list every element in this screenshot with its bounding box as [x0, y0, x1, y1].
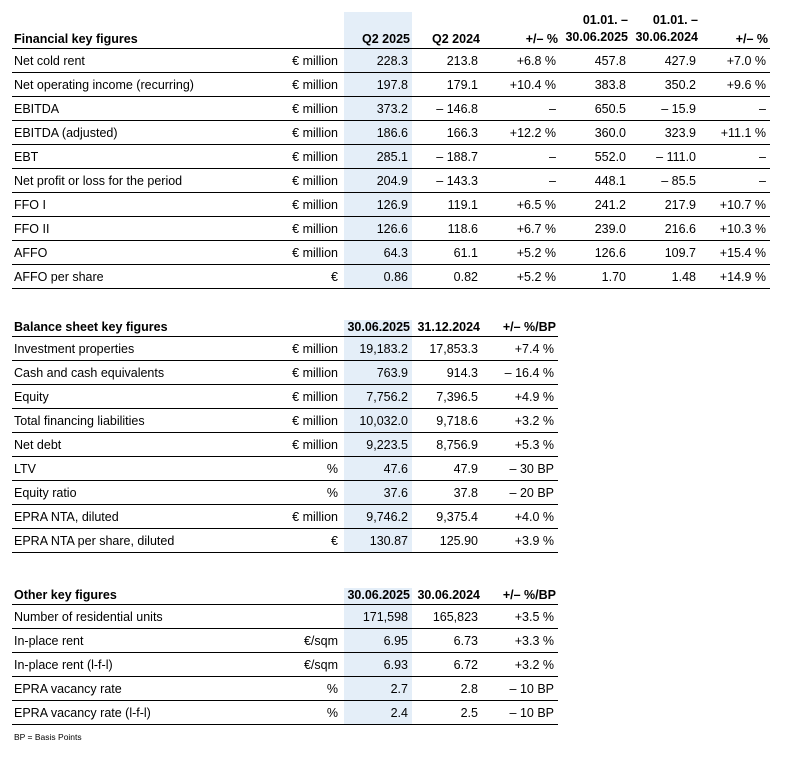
value-cell: 239.0 — [594, 221, 626, 236]
table-row — [12, 337, 558, 361]
value-cell: 166.3 — [446, 125, 478, 140]
value-cell: 197.8 — [344, 73, 412, 97]
value-cell: 204.9 — [344, 169, 412, 193]
row-unit: € million — [292, 413, 338, 428]
value-cell: +12.2 % — [509, 125, 556, 140]
value-cell: 216.6 — [664, 221, 696, 236]
value-cell: 6.95 — [344, 629, 412, 653]
row-label: EPRA NTA, diluted — [14, 509, 119, 524]
table-row — [12, 629, 558, 653]
value-cell: 8,756.9 — [436, 437, 478, 452]
value-cell: 109.7 — [664, 245, 696, 260]
value-cell: – 146.8 — [436, 101, 478, 116]
value-cell: +6.5 % — [516, 197, 556, 212]
value-cell: – 143.3 — [436, 173, 478, 188]
row-unit: € million — [292, 245, 338, 260]
row-unit: € million — [292, 221, 338, 236]
column-header: +/– %/BP — [502, 588, 556, 602]
value-cell: +3.2 % — [514, 657, 554, 672]
value-cell: 10,032.0 — [344, 409, 412, 433]
table-row — [12, 97, 770, 121]
value-cell: – 85.5 — [661, 173, 696, 188]
row-label: In-place rent — [14, 633, 84, 648]
value-cell: 217.9 — [664, 197, 696, 212]
value-cell: – — [549, 173, 556, 188]
column-header: Q2 2024 — [432, 32, 480, 46]
value-cell: – — [759, 149, 766, 164]
row-label: EBITDA (adjusted) — [14, 125, 118, 140]
value-cell: 0.82 — [453, 269, 478, 284]
value-cell: +5.2 % — [516, 269, 556, 284]
value-cell: 47.9 — [453, 461, 478, 476]
row-unit: % — [326, 705, 338, 720]
row-unit: % — [326, 681, 338, 696]
value-cell: 914.3 — [446, 365, 478, 380]
table-row — [12, 481, 558, 505]
row-unit: € — [331, 269, 338, 284]
value-cell: 0.86 — [344, 265, 412, 289]
row-unit: € million — [292, 125, 338, 140]
value-cell: 2.4 — [344, 701, 412, 725]
row-label: Number of residential units — [14, 609, 163, 624]
value-cell: 118.6 — [447, 221, 478, 236]
value-cell: 19,183.2 — [344, 337, 412, 361]
value-cell: +7.0 % — [726, 53, 766, 68]
table-row — [12, 457, 558, 481]
value-cell: 9,718.6 — [436, 413, 478, 428]
value-cell: 125.90 — [439, 533, 478, 548]
value-cell: +4.9 % — [514, 389, 554, 404]
value-cell: 552.0 — [594, 149, 626, 164]
table-row — [12, 265, 770, 289]
value-cell: 373.2 — [344, 97, 412, 121]
column-header: +/– %/BP — [502, 320, 556, 334]
table-row — [12, 361, 558, 385]
value-cell: 37.8 — [453, 485, 478, 500]
value-cell: 241.2 — [594, 197, 626, 212]
value-cell: +4.0 % — [514, 509, 554, 524]
value-cell: 763.9 — [344, 361, 412, 385]
row-unit: € million — [292, 389, 338, 404]
value-cell: +10.3 % — [719, 221, 766, 236]
row-label: In-place rent (l-f-l) — [14, 657, 113, 672]
value-cell: 130.87 — [344, 529, 412, 553]
column-header: 30.06.2024 — [417, 588, 480, 602]
value-cell: 2.7 — [344, 677, 412, 701]
value-cell: +15.4 % — [719, 245, 766, 260]
row-label: EPRA vacancy rate (l-f-l) — [14, 705, 151, 720]
financial-title: Financial key figures — [14, 32, 138, 46]
column-header: 30.06.2025 — [344, 320, 412, 337]
table-row — [12, 73, 770, 97]
value-cell: 186.6 — [344, 121, 412, 145]
value-cell: +3.3 % — [514, 633, 554, 648]
table-row — [12, 241, 770, 265]
row-unit: € million — [292, 341, 338, 356]
value-cell: – 20 BP — [509, 485, 554, 500]
value-cell: 9,223.5 — [344, 433, 412, 457]
value-cell: 165,823 — [432, 609, 478, 624]
value-cell: 47.6 — [344, 457, 412, 481]
value-cell: – 111.0 — [656, 149, 696, 164]
value-cell: – 15.9 — [661, 101, 696, 116]
row-label: EPRA NTA per share, diluted — [14, 533, 175, 548]
column-header: +/– % — [525, 32, 558, 46]
value-cell: 7,756.2 — [344, 385, 412, 409]
value-cell: 64.3 — [344, 241, 412, 265]
table-row — [12, 433, 558, 457]
row-unit: € million — [292, 509, 338, 524]
value-cell: 179.1 — [446, 77, 478, 92]
value-cell: 650.5 — [594, 101, 626, 116]
row-label: FFO II — [14, 221, 50, 236]
row-label: EBT — [14, 149, 39, 164]
value-cell: 228.3 — [344, 49, 412, 73]
value-cell: +3.2 % — [514, 413, 554, 428]
footnote: BP = Basis Points — [14, 732, 82, 742]
table-row — [12, 193, 770, 217]
value-cell: +9.6 % — [726, 77, 766, 92]
value-cell: 9,746.2 — [344, 505, 412, 529]
value-cell: – 30 BP — [509, 461, 554, 476]
table-row — [12, 409, 558, 433]
column-header: 30.06.2025 — [344, 588, 412, 605]
value-cell: +6.8 % — [516, 53, 556, 68]
row-unit: € million — [292, 77, 338, 92]
column-header: 01.01. – 30.06.2024 — [635, 13, 698, 44]
row-label: AFFO per share — [14, 269, 104, 284]
value-cell: 6.73 — [453, 633, 478, 648]
row-label: Net profit or loss for the period — [14, 173, 183, 188]
value-cell: 427.9 — [664, 53, 696, 68]
column-header: 01.01. – 30.06.2025 — [565, 13, 628, 44]
row-label: Net operating income (recurring) — [14, 77, 194, 92]
value-cell: 9,375.4 — [436, 509, 478, 524]
value-cell: +10.7 % — [719, 197, 766, 212]
other-header-row — [12, 588, 558, 605]
row-label: Cash and cash equivalents — [14, 365, 165, 380]
value-cell: – — [759, 101, 766, 116]
row-unit — [280, 605, 344, 629]
value-cell: 360.0 — [594, 125, 626, 140]
column-header: +/– % — [735, 32, 768, 46]
value-cell: +5.3 % — [514, 437, 554, 452]
value-cell: 7,396.5 — [436, 389, 478, 404]
financial-header-row — [12, 12, 770, 49]
other-title: Other key figures — [14, 588, 117, 602]
value-cell: 383.8 — [594, 77, 626, 92]
value-cell: 2.8 — [460, 681, 478, 696]
value-cell: 126.9 — [344, 193, 412, 217]
table-row — [12, 49, 770, 73]
table-row — [12, 169, 770, 193]
row-label: Investment properties — [14, 341, 135, 356]
value-cell: 17,853.3 — [429, 341, 478, 356]
value-cell: 285.1 — [344, 145, 412, 169]
row-label: EBITDA — [14, 101, 60, 116]
value-cell: 2.5 — [460, 705, 478, 720]
value-cell: 1.48 — [671, 269, 696, 284]
row-label: Equity ratio — [14, 485, 77, 500]
row-unit: % — [326, 485, 338, 500]
value-cell: +5.2 % — [516, 245, 556, 260]
row-label: EPRA vacancy rate — [14, 681, 122, 696]
row-label: Net cold rent — [14, 53, 85, 68]
row-unit: € million — [292, 149, 338, 164]
value-cell: +10.4 % — [509, 77, 556, 92]
column-header: 31.12.2024 — [417, 320, 480, 334]
balance-title: Balance sheet key figures — [14, 320, 168, 334]
value-cell: 37.6 — [344, 481, 412, 505]
value-cell: 213.8 — [446, 53, 478, 68]
value-cell: +11.1 % — [720, 125, 766, 140]
value-cell: 119.1 — [447, 197, 478, 212]
row-label: FFO I — [14, 197, 46, 212]
value-cell: 1.70 — [601, 269, 626, 284]
row-unit: € million — [292, 365, 338, 380]
financial-key-figures-table — [12, 12, 770, 289]
value-cell: +3.9 % — [514, 533, 554, 548]
table-row — [12, 701, 558, 725]
value-cell: – 10 BP — [509, 705, 554, 720]
value-cell: 6.93 — [344, 653, 412, 677]
table-row — [12, 677, 558, 701]
value-cell: +14.9 % — [719, 269, 766, 284]
balance-sheet-key-figures-table — [12, 320, 558, 553]
row-unit: € million — [292, 53, 338, 68]
row-label: Total financing liabilities — [14, 413, 145, 428]
value-cell: 6.72 — [453, 657, 478, 672]
value-cell: – 10 BP — [509, 681, 554, 696]
row-unit: % — [326, 461, 338, 476]
value-cell: +7.4 % — [514, 341, 554, 356]
value-cell: – — [759, 173, 766, 188]
row-unit: € million — [292, 173, 338, 188]
value-cell: 126.6 — [594, 245, 626, 260]
row-unit: €/sqm — [303, 633, 338, 648]
value-cell: 457.8 — [594, 53, 626, 68]
value-cell: – 188.7 — [436, 149, 478, 164]
table-row — [12, 145, 770, 169]
row-label: Net debt — [14, 437, 62, 452]
value-cell: 448.1 — [594, 173, 626, 188]
row-label: LTV — [14, 461, 36, 476]
row-unit: € — [331, 533, 338, 548]
table-row — [12, 121, 770, 145]
table-row — [12, 217, 770, 241]
value-cell: 323.9 — [664, 125, 696, 140]
row-unit: € million — [292, 101, 338, 116]
value-cell: 350.2 — [664, 77, 696, 92]
value-cell: 61.1 — [453, 245, 478, 260]
other-key-figures-table — [12, 588, 558, 725]
value-cell: – — [549, 101, 556, 116]
value-cell: +6.7 % — [516, 221, 556, 236]
balance-header-row — [12, 320, 558, 337]
value-cell: +3.5 % — [514, 609, 554, 624]
value-cell: – 16.4 % — [504, 365, 554, 380]
table-row — [12, 385, 558, 409]
row-unit: € million — [292, 437, 338, 452]
value-cell: 126.6 — [344, 217, 412, 241]
column-header: Q2 2025 — [344, 12, 412, 49]
table-row — [12, 653, 558, 677]
row-unit: €/sqm — [303, 657, 338, 672]
row-label: AFFO — [14, 245, 48, 260]
table-row — [12, 605, 558, 629]
table-row — [12, 529, 558, 553]
value-cell: – — [549, 149, 556, 164]
row-unit: € million — [292, 197, 338, 212]
value-cell: 171,598 — [344, 605, 412, 629]
table-row — [12, 505, 558, 529]
row-label: Equity — [14, 389, 49, 404]
